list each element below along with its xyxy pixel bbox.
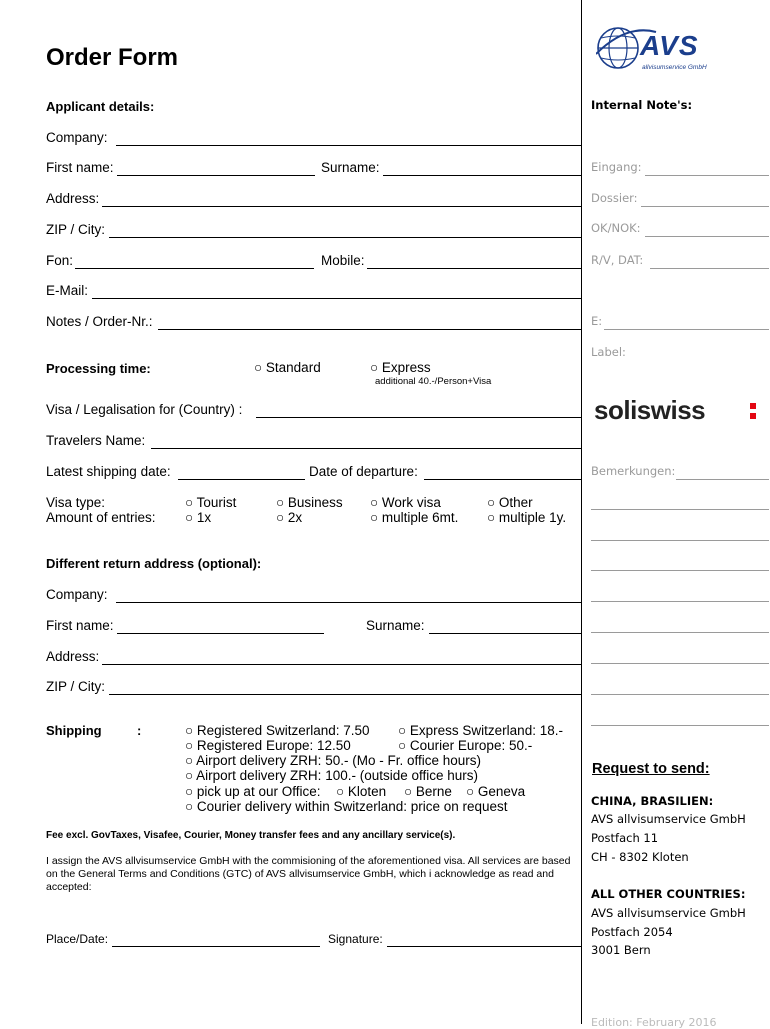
soliswiss-dot-icon-2 xyxy=(750,413,756,419)
avs-logo xyxy=(596,24,726,74)
remarks-line[interactable] xyxy=(591,694,769,695)
return-first-name-field[interactable] xyxy=(117,633,324,634)
soliswiss-dot-icon xyxy=(750,403,756,409)
entries-multiple-1y-radio[interactable]: ○ multiple 1y. xyxy=(487,510,567,525)
processing-label: Processing time: xyxy=(46,361,151,376)
ship-registered-eu-radio[interactable]: ○ Registered Europe: 12.50 xyxy=(185,738,351,753)
return-surname-field[interactable] xyxy=(429,633,581,634)
travelers-field[interactable] xyxy=(151,448,581,449)
signature-field[interactable] xyxy=(387,946,581,947)
fon-field[interactable] xyxy=(75,268,314,269)
fee-note: Fee excl. GovTaxes, Visafee, Courier, Money transfer fees and any ancillary service(s). xyxy=(46,830,456,841)
processing-express-radio[interactable]: ○ Express xyxy=(370,360,431,375)
bemerkungen-field[interactable] xyxy=(676,479,769,480)
group2-line: AVS allvisumservice GmbH xyxy=(591,906,746,920)
shipping-label: Shipping xyxy=(46,723,102,738)
group1-title: CHINA, BRASILIEN: xyxy=(591,794,714,808)
express-note: additional 40.-/Person+Visa xyxy=(375,376,492,387)
address-field[interactable] xyxy=(102,206,581,207)
notes-label: Notes / Order-Nr.: xyxy=(46,314,153,329)
entries-2x-radio[interactable]: ○ 2x xyxy=(276,510,303,525)
ship-berne-radio[interactable]: ○ Berne xyxy=(404,784,452,799)
eingang-label: Eingang: xyxy=(591,160,642,174)
ok-nok-label: OK/NOK: xyxy=(591,221,641,235)
zip-city-label: ZIP / City: xyxy=(46,222,106,237)
label-label: Label: xyxy=(591,345,626,359)
e-label: E: xyxy=(591,314,603,328)
group1-line: Postfach 11 xyxy=(591,831,659,845)
zip-city-field[interactable] xyxy=(109,237,581,238)
return-address-label: Address: xyxy=(46,649,100,664)
return-heading: Different return address (optional): xyxy=(46,556,262,571)
assign-text: I assign the AVS allvisumservice GmbH with the commisioning of the aforementioned visa. All services are based on the General Terms and Conditions (GTC) of AVS allvisumservice GmbH, which i acknowledge as read and accepted: xyxy=(46,855,571,893)
place-date-label: Place/Date: xyxy=(46,932,109,946)
place-date-field[interactable] xyxy=(112,946,320,947)
surname-label: Surname: xyxy=(321,160,380,175)
ship-pickup-radio[interactable]: ○ pick up at our Office: xyxy=(185,784,321,799)
edition-label: Edition: February 2016 xyxy=(591,1016,717,1029)
visa-country-label: Visa / Legalisation for (Country) : xyxy=(46,402,243,417)
return-address-field[interactable] xyxy=(102,664,581,665)
entries-1x-radio[interactable]: ○ 1x xyxy=(185,510,212,525)
return-company-label: Company: xyxy=(46,587,108,602)
email-field[interactable] xyxy=(92,298,581,299)
visa-country-field[interactable] xyxy=(256,417,581,418)
remarks-line[interactable] xyxy=(591,663,769,664)
logo-subtitle: allvisumservice GmbH xyxy=(642,64,707,71)
dossier-label: Dossier: xyxy=(591,191,638,205)
shipping-colon: : xyxy=(137,723,142,738)
rv-dat-label: R/V, DAT: xyxy=(591,253,644,267)
email-label: E-Mail: xyxy=(46,283,89,298)
visa-type-business-radio[interactable]: ○ Business xyxy=(276,495,343,510)
ship-express-ch-radio[interactable]: ○ Express Switzerland: 18.- xyxy=(398,723,563,738)
dossier-field[interactable] xyxy=(641,206,769,207)
mobile-label: Mobile: xyxy=(321,253,365,268)
ship-airport-office-radio[interactable]: ○ Airport delivery ZRH: 50.- (Mo - Fr. office hours) xyxy=(185,753,481,768)
remarks-line[interactable] xyxy=(591,632,769,633)
ship-kloten-radio[interactable]: ○ Kloten xyxy=(336,784,387,799)
request-heading: Request to send: xyxy=(592,761,710,777)
remarks-line[interactable] xyxy=(591,601,769,602)
visa-type-work-radio[interactable]: ○ Work visa xyxy=(370,495,441,510)
group2-line: 3001 Bern xyxy=(591,943,651,957)
return-zip-city-field[interactable] xyxy=(109,694,581,695)
ship-courier-ch-radio[interactable]: ○ Courier delivery within Switzerland: price on request xyxy=(185,799,508,814)
return-first-name-label: First name: xyxy=(46,618,114,633)
return-company-field[interactable] xyxy=(116,602,581,603)
visa-type-tourist-radio[interactable]: ○ Tourist xyxy=(185,495,237,510)
company-field[interactable] xyxy=(116,145,581,146)
group2-title: ALL OTHER COUNTRIES: xyxy=(591,887,746,901)
bemerkungen-label: Bemerkungen: xyxy=(591,464,676,478)
visa-type-other-radio[interactable]: ○ Other xyxy=(487,495,533,510)
entries-label: Amount of entries: xyxy=(46,510,156,525)
company-label: Company: xyxy=(46,130,108,145)
fon-label: Fon: xyxy=(46,253,74,268)
shipping-date-field[interactable] xyxy=(178,479,305,480)
departure-label: Date of departure: xyxy=(309,464,418,479)
ok-nok-field[interactable] xyxy=(645,236,769,237)
e-field[interactable] xyxy=(604,329,769,330)
mobile-field[interactable] xyxy=(367,268,581,269)
soliswiss-logo: soliswiss xyxy=(594,395,706,425)
eingang-field[interactable] xyxy=(645,175,769,176)
page-title: Order Form xyxy=(46,44,179,71)
return-surname-label: Surname: xyxy=(366,618,425,633)
ship-geneva-radio[interactable]: ○ Geneva xyxy=(466,784,526,799)
remarks-line[interactable] xyxy=(591,540,769,541)
ship-registered-ch-radio[interactable]: ○ Registered Switzerland: 7.50 xyxy=(185,723,370,738)
processing-standard-radio[interactable]: ○ Standard xyxy=(254,360,321,375)
remarks-line[interactable] xyxy=(591,725,769,726)
logo-text: AVS xyxy=(640,30,699,61)
address-label: Address: xyxy=(46,191,100,206)
group1-line: CH - 8302 Kloten xyxy=(591,850,689,864)
column-divider xyxy=(581,0,582,1024)
departure-field[interactable] xyxy=(424,479,581,480)
remarks-line[interactable] xyxy=(591,570,769,571)
group1-line: AVS allvisumservice GmbH xyxy=(591,812,746,826)
surname-field[interactable] xyxy=(383,175,581,176)
rv-dat-field[interactable] xyxy=(650,268,769,269)
ship-courier-eu-radio[interactable]: ○ Courier Europe: 50.- xyxy=(398,738,533,753)
shipping-date-label: Latest shipping date: xyxy=(46,464,171,479)
first-name-label: First name: xyxy=(46,160,114,175)
entries-multiple-6mt-radio[interactable]: ○ multiple 6mt. xyxy=(370,510,459,525)
travelers-label: Travelers Name: xyxy=(46,433,146,448)
return-zip-city-label: ZIP / City: xyxy=(46,679,106,694)
applicant-heading: Applicant details: xyxy=(46,99,155,114)
group2-line: Postfach 2054 xyxy=(591,925,673,939)
notes-field[interactable] xyxy=(158,329,581,330)
visa-type-label: Visa type: xyxy=(46,495,106,510)
signature-label: Signature: xyxy=(328,932,383,946)
ship-airport-outside-radio[interactable]: ○ Airport delivery ZRH: 100.- (outside office hurs) xyxy=(185,768,479,783)
first-name-field[interactable] xyxy=(117,175,315,176)
internal-heading: Internal Note's: xyxy=(591,98,693,112)
remarks-line[interactable] xyxy=(591,509,769,510)
